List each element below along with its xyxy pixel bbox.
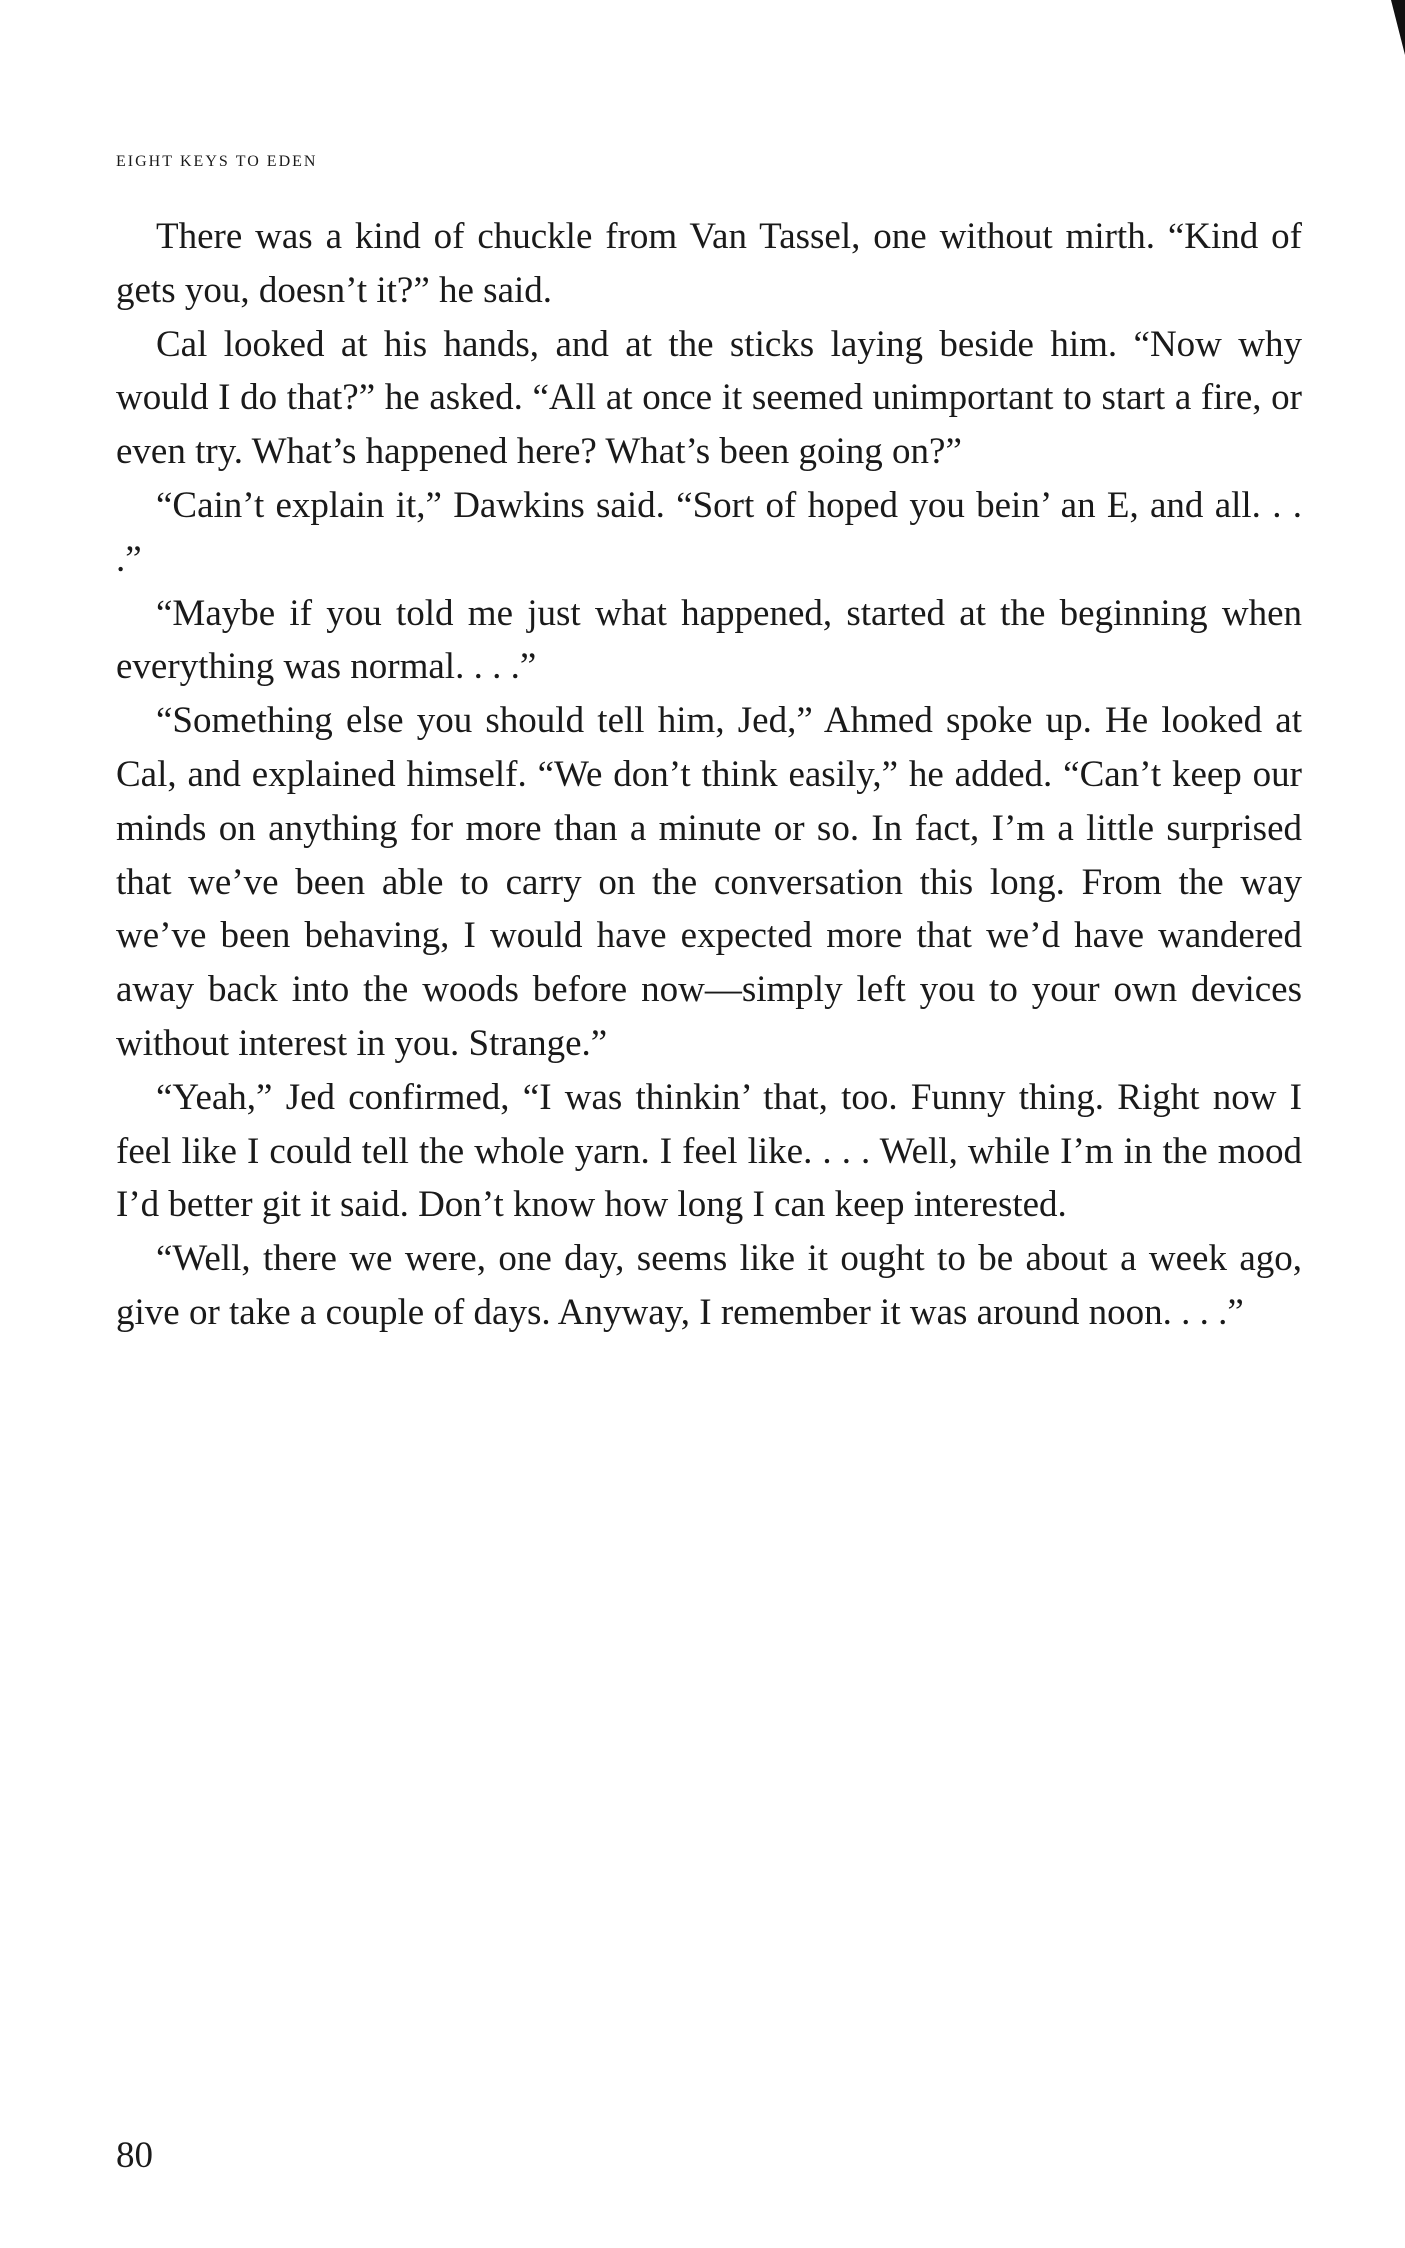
- paragraph: “Cain’t explain it,” Dawkins said. “Sort of hoped you bein’ an E, and all. . . .”: [116, 484, 1302, 580]
- paragraph: “Yeah,” Jed confirmed, “I was thinkin’ that, too. Funny thing. Right now I feel like I could tell the whole yarn. I feel like. . . . Well, while I’m in the mood I’d better git it said. Don’t know how long I can keep interested.: [116, 1076, 1302, 1226]
- body-text: [116, 210, 1302, 1340]
- page-number: 80: [116, 2135, 153, 2176]
- paragraph: There was a kind of chuckle from Van Tassel, one without mirth. “Kind of gets you, doesn’t it?” he said.: [116, 216, 1302, 311]
- page-corner-mark: [1391, 0, 1405, 55]
- paragraph: “Maybe if you told me just what happened, started at the beginning when everything was normal. . . .”: [116, 592, 1302, 688]
- paragraph: “Well, there we were, one day, seems like it ought to be about a week ago, give or take a couple of days. Anyway, I remember it was around noon. . . .”: [116, 1238, 1302, 1333]
- paragraph: Cal looked at his hands, and at the sticks laying beside him. “Now why would I do that?” he asked. “All at once it seemed unimportant to start a fire, or even try. What’s happened here? What’s been going on?”: [116, 323, 1302, 473]
- running-head: eight keys to eden: [116, 146, 318, 171]
- paragraph: “Something else you should tell him, Jed,” Ahmed spoke up. He looked at Cal, and explained himself. “We don’t think easily,” he added. “Can’t keep our minds on anything for more than a minute or so. In fact, I’m a little surprised that we’ve been able to carry on the conversation this long. From the way we’ve been behaving, I would have expected more that we’d have wandered away back into the woods before now—simply left you to your own devices without interest in you. Strange.”: [116, 700, 1302, 1064]
